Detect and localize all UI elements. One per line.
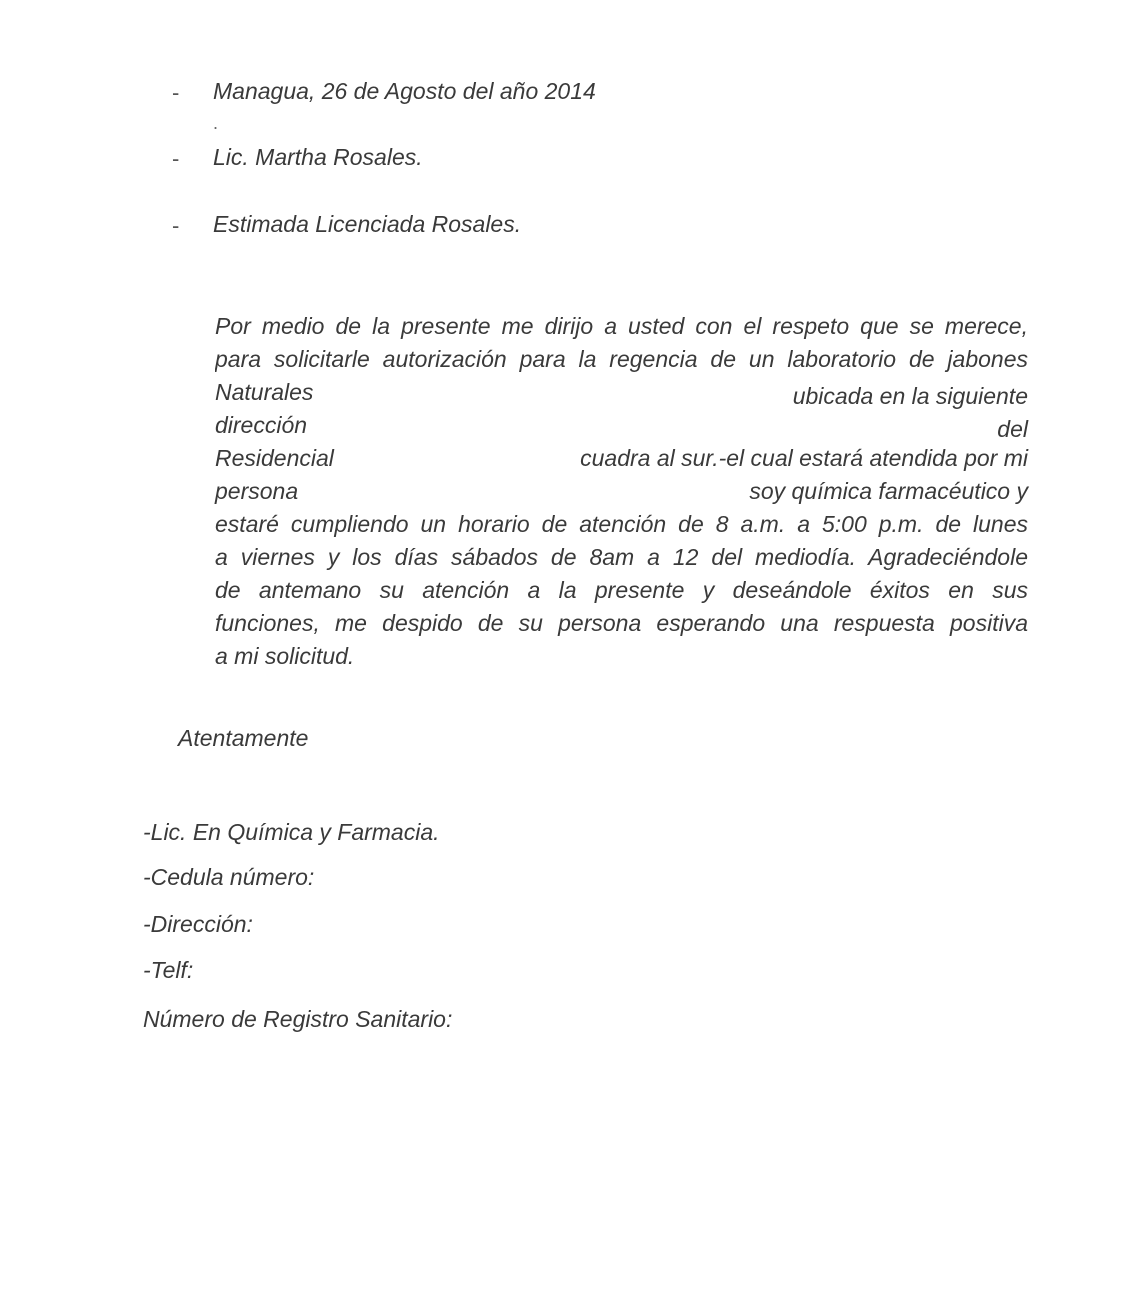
paragraph-line: estaré cumpliendo un horario de atención de 8 a.m. a 5:00 p.m. de lunes bbox=[215, 511, 1028, 537]
bullet-dash: - bbox=[172, 213, 180, 238]
paragraph-line: a viernes y los días sábados de 8am a 12 del mediodía. Agradeciéndole bbox=[215, 544, 1028, 570]
signature-telf: -Telf: bbox=[143, 957, 194, 983]
paragraph-fragment: ubicada en la siguiente bbox=[792, 383, 1028, 409]
paragraph-line: para solicitarle autorización para la regencia de un laboratorio de jabones bbox=[215, 346, 1028, 372]
paragraph-fragment: soy química farmacéutico y bbox=[749, 478, 1028, 504]
paragraph-line bbox=[215, 442, 1028, 475]
date-line: Managua, 26 de Agosto del año 2014 bbox=[213, 78, 596, 104]
paragraph-fragment: Residencial bbox=[215, 445, 334, 471]
recipient-line: Lic. Martha Rosales. bbox=[213, 144, 423, 170]
paragraph-line: Por medio de la presente me dirijo a usted con el respeto que se merece, bbox=[215, 313, 1028, 339]
paragraph-fragment: del bbox=[997, 416, 1028, 442]
signature-direccion: -Dirección: bbox=[143, 911, 253, 937]
signature-title: -Lic. En Química y Farmacia. bbox=[143, 819, 440, 845]
paragraph-line bbox=[215, 376, 1028, 409]
paragraph-fragment: persona bbox=[215, 478, 299, 504]
paragraph-line: a mi solicitud. bbox=[215, 643, 355, 669]
bullet-dash: - bbox=[172, 146, 180, 171]
closing-atentamente: Atentamente bbox=[178, 725, 309, 751]
paragraph-fragment: dirección bbox=[215, 412, 308, 438]
signature-cedula: -Cedula número: bbox=[143, 864, 315, 890]
paragraph-fragment: cuadra al sur.-el cual estará atendida por mi bbox=[580, 445, 1028, 471]
paragraph-line: de antemano su atención a la presente y deseándole éxitos en sus bbox=[215, 577, 1028, 603]
body-paragraph bbox=[215, 310, 1028, 673]
salutation-line: Estimada Licenciada Rosales. bbox=[213, 211, 522, 237]
paragraph-line bbox=[215, 475, 1028, 508]
stray-mark: . bbox=[213, 113, 219, 133]
bullet-dash: - bbox=[172, 80, 180, 105]
paragraph-fragment: Naturales bbox=[215, 379, 314, 405]
paragraph-line bbox=[215, 409, 1028, 442]
signature-registro: Número de Registro Sanitario: bbox=[143, 1006, 453, 1032]
paragraph-line: funciones, me despido de su persona esperando una respuesta positiva bbox=[215, 610, 1028, 636]
